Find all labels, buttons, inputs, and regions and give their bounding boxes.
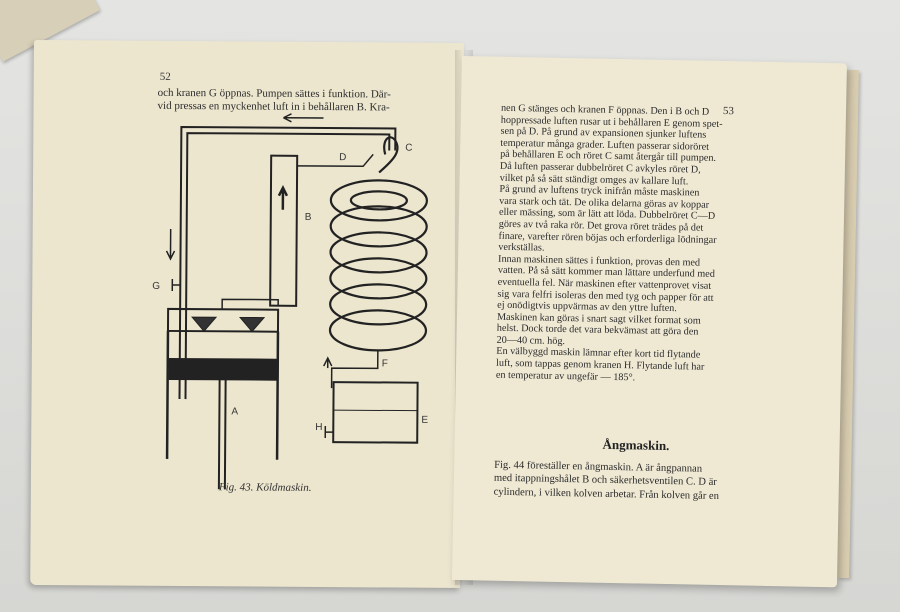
container-b bbox=[270, 156, 297, 306]
label-h: H bbox=[315, 421, 323, 434]
label-a: A bbox=[231, 406, 239, 418]
label-f: F bbox=[381, 358, 388, 370]
page-number-left: 52 bbox=[159, 70, 171, 83]
container-e bbox=[333, 382, 417, 443]
label-b: B bbox=[304, 211, 312, 223]
label-d: D bbox=[339, 152, 347, 164]
right-page-text: nen G stänges och kranen F öppnas. Den i B och D hoppressade luften rusar ut i behållaren E genom spet- sen på D. På grund av expansionen sjunker luftens temperatur många grader. Luften passerar sidoröret på behållaren E och röret C samt återgår till pumpen. Då luften passerar dubbelröret C avkyles röret D, vilket på så sätt ständigt omges av kallare luft. På grund av luftens tryck inifrån måste maskinen vara stark och tät. De olika delarna göras av koppar eller mässing, som är lätt att löda. Dubbelröret C—D göres av två raka rör. Det grova röret trädes på det finare, varefter rören böjas och erforderliga lödningar verkställas. Innan maskinen sättes i funktion, provas den med vatten. På så sätt kommer man lättare underfund med eventuella fel. När maskinen efter vattenprovet visat sig vara felfri isoleras den med tyg och papper för att ej onödigtvis uppvärmas av den yttre luften. Maskinen kan göras i snart sagt vilket format som helst. Dock torde det vara bekvämast att göra den 20—40 cm. hög. En välbyggd maskin lämnar efter kort tid flytande luft, som tappas genom kranen H. Flytande luft har en temperatur av ungefär — 185°. bbox=[495, 102, 723, 384]
refrigeration-machine-figure bbox=[131, 109, 454, 501]
label-g: G bbox=[152, 280, 161, 292]
right-page bbox=[452, 56, 847, 587]
section-heading: Ångmaskin. bbox=[602, 436, 670, 454]
left-page-text: och kranen G öppnas. Pumpen sättes i funktion. Där- vid pressas en myckenhet luft in i behållaren B. Kra- bbox=[157, 86, 391, 114]
double-coil bbox=[330, 137, 427, 351]
label-c: C bbox=[405, 142, 413, 154]
label-e: E bbox=[421, 414, 429, 426]
figure-caption: Fig. 43. Köldmaskin. bbox=[218, 481, 312, 494]
right-page-text-2: Fig. 44 föreställer en ångmaskin. A är ångpannan med itappningshålet B och säkerhetsventilen C. D är cylindern, i vilken kolven arbetar. Från kolven går en bbox=[493, 459, 720, 502]
pump-piston bbox=[170, 359, 276, 380]
page-number-right: 53 bbox=[722, 105, 735, 118]
left-page bbox=[30, 40, 464, 588]
